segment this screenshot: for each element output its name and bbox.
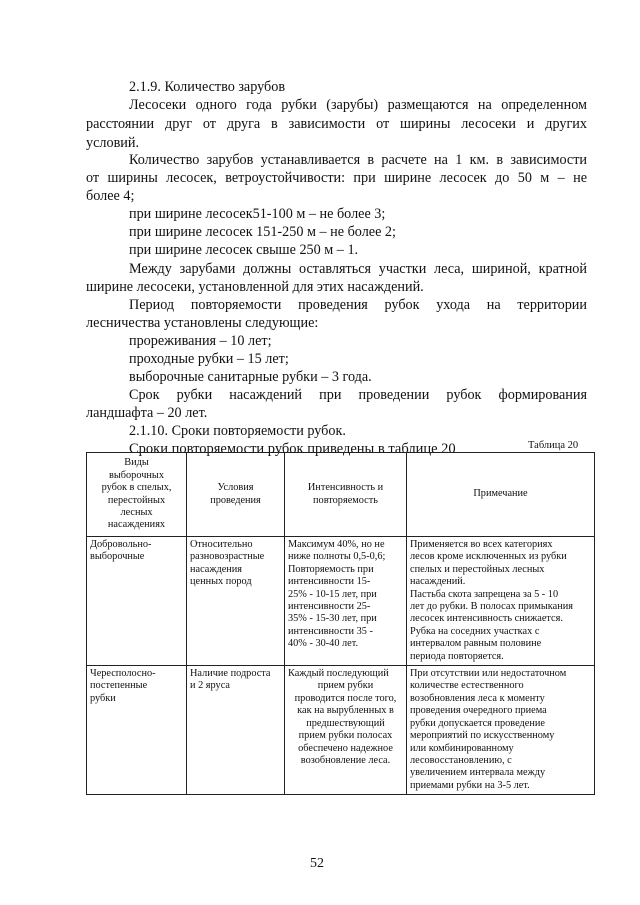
cell-line: ниже полноты 0,5-0,6; — [288, 551, 386, 563]
paragraph-line: ландшафта – 20 лет. — [86, 405, 208, 421]
cell-type — [87, 666, 187, 795]
header-intensity — [285, 453, 407, 537]
cell-line: проведения очередного приема — [410, 705, 547, 717]
header-line: Интенсивность и — [307, 482, 384, 494]
period-item: прореживания – 10 лет; — [129, 333, 272, 349]
table-row — [87, 537, 595, 666]
cell-line: лет до рубки. В полосах примыкания — [410, 601, 573, 613]
header-line: лесных — [120, 506, 153, 518]
paragraph-line: Период повторяемости проведения рубок ухода на территории — [129, 297, 587, 313]
cell-line: рубки — [90, 692, 116, 704]
cell-line: лесов кроме исключенных из рубки — [410, 551, 567, 563]
cell-line: проводится после того, — [294, 692, 397, 704]
cell-line: лесосек интенсивность снижается. — [410, 613, 563, 625]
header-conditions — [187, 453, 285, 537]
cell-line: 25% - 10-15 лет, при — [288, 588, 377, 600]
header-line: Виды — [124, 457, 149, 469]
cell-line: насаждения — [190, 563, 243, 575]
header-note — [407, 453, 595, 537]
cell-line: рубки допускается проведение — [410, 717, 545, 729]
cell-line: количестве естественного — [410, 680, 524, 692]
page-number: 52 — [310, 856, 324, 871]
paragraph-line: от ширины лесосек, ветроустойчивости: при ширине лесосек до 50 м – не — [86, 170, 587, 186]
cell-line: как на вырубленных в — [297, 705, 394, 717]
cell-line: 40% - 30-40 лет. — [288, 638, 359, 650]
paragraph-line: более 4; — [86, 188, 135, 204]
cell-line: мероприятий по искусственному — [410, 730, 555, 742]
table-intro: Сроки повторяемости рубок приведены в таблице 20 — [129, 441, 456, 457]
header-line: повторяемость — [313, 494, 378, 506]
felling-table — [86, 452, 595, 795]
period-item: проходные рубки – 15 лет; — [129, 351, 289, 367]
header-line: перестойных — [107, 494, 166, 506]
cell-line: возобновление леса. — [300, 754, 391, 766]
paragraph-line: Количество зарубов устанавливается в расчете на 1 км. в зависимости — [129, 152, 587, 168]
cell-line: возобновления леса к моменту — [410, 692, 545, 704]
cell-intensity — [285, 537, 407, 666]
cell-line: При отсутствии или недостаточном — [410, 668, 567, 680]
header-line: Примечание — [473, 488, 528, 500]
header-line: проведения — [210, 494, 261, 506]
cell-type — [87, 537, 187, 666]
section-heading-2-1-9: 2.1.9. Количество зарубов — [129, 79, 286, 95]
cell-line: прием рубки — [317, 680, 374, 692]
cell-line: Каждый последующий — [288, 668, 389, 680]
width-rule-item: при ширине лесосек51-100 м – не более 3; — [129, 206, 386, 222]
cell-line: предшествующий — [306, 717, 385, 729]
cell-line: разновозрастные — [190, 551, 265, 563]
table-header-row — [87, 453, 595, 537]
width-rule-item: при ширине лесосек 151-250 м – не более 2; — [129, 224, 396, 240]
period-item: выборочные санитарные рубки – 3 года. — [129, 369, 372, 385]
cell-line: Повторяемость при — [288, 563, 374, 575]
header-line: рубок в спелых, — [101, 482, 172, 494]
paragraph-line: Между зарубами должны оставляться участки леса, шириной, кратной — [129, 261, 587, 277]
cell-line: выборочные — [90, 551, 145, 563]
header-felling-types — [87, 453, 187, 537]
cell-line: Наличие подроста — [190, 668, 271, 680]
cell-line: интенсивности 15- — [288, 576, 371, 588]
cell-line: ценных пород — [190, 576, 252, 588]
cell-line: или комбинированному — [410, 742, 514, 754]
cell-intensity — [285, 666, 407, 795]
cell-line: периода повторяется. — [410, 650, 504, 662]
cell-line: обеспечено надежное — [298, 742, 393, 754]
table-row — [87, 666, 595, 795]
paragraph-line: Срок рубки насаждений при проведении рубок формирования — [129, 387, 587, 403]
header-line: выборочных — [109, 469, 164, 481]
cell-line: Максимум 40%, но не — [288, 539, 385, 550]
cell-line: спелых и перестойных лесных — [410, 563, 545, 575]
paragraph-line: ширине лесосеки, установленной для этих насаждений. — [86, 279, 424, 295]
cell-line: прием рубки полосах — [298, 730, 393, 742]
cell-line: интервалом равным половине — [410, 638, 542, 650]
section-heading-2-1-10: 2.1.10. Сроки повторяемости рубок. — [129, 423, 346, 439]
paragraph-line: лесничества установлены следующие: — [86, 315, 319, 331]
cell-line: Применяется во всех категориях — [410, 539, 553, 550]
cell-line: интенсивности 25- — [288, 601, 371, 613]
cell-note — [407, 537, 595, 666]
cell-line: увеличением интервала между — [410, 767, 546, 779]
cell-line: Добровольно- — [90, 539, 152, 550]
header-line: Условия — [217, 482, 254, 494]
cell-conditions — [187, 537, 285, 666]
cell-line: лесовосстановлению, с — [410, 754, 512, 766]
cell-line: интенсивности 35 - — [288, 625, 373, 637]
paragraph-line: условий. — [86, 135, 139, 151]
header-line: насаждениях — [107, 519, 166, 531]
cell-line: приемами рубки на 3-5 лет. — [410, 779, 530, 791]
cell-line: 35% - 15-30 лет, при — [288, 613, 377, 625]
cell-conditions — [187, 666, 285, 795]
cell-line: Рубка на соседних участках с — [410, 625, 540, 637]
cell-line: Относительно — [190, 539, 253, 550]
cell-line: Чересполосно- — [90, 668, 156, 680]
paragraph-line: расстоянии друг от друга в зависимости от ширины лесосеки и других — [86, 116, 587, 132]
cell-line: постепенные — [90, 680, 148, 692]
paragraph-line: Лесосеки одного года рубки (зарубы) размещаются на определенном — [129, 97, 587, 113]
cell-note — [407, 666, 595, 795]
table-caption: Таблица 20 — [528, 440, 579, 451]
cell-line: и 2 яруса — [190, 680, 230, 692]
width-rule-item: при ширине лесосек свыше 250 м – 1. — [129, 242, 359, 258]
cell-line: Пастьба скота запрещена за 5 - 10 — [410, 588, 559, 600]
cell-line: насаждений. — [410, 576, 466, 588]
